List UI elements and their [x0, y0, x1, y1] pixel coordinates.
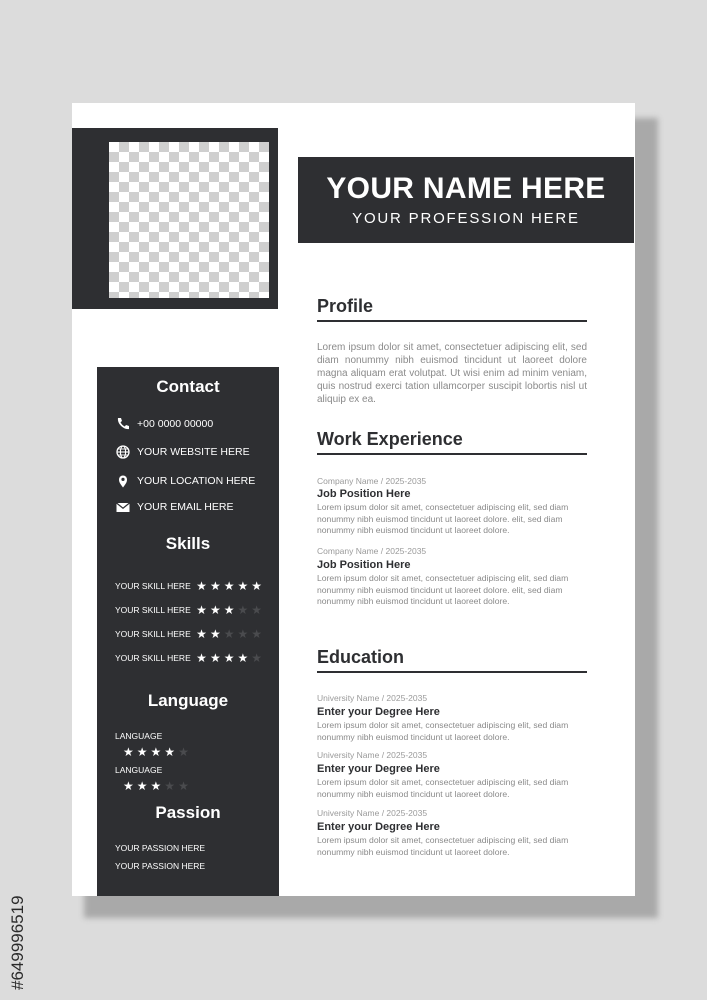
star-filled-icon: ★ [209, 651, 221, 665]
stock-id-label [8, 760, 32, 990]
degree-title: Enter your Degree Here [317, 763, 440, 775]
job-description: Lorem ipsum dolor sit amet, consectetuer adipiscing elit, sed diam nonummy nibh euismod tincidunt ut laoreet dolore. elit, sed diam nonummy nibh euismod tincidunt ut laoreet dolore. [317, 573, 569, 606]
star-filled-icon: ★ [223, 651, 235, 665]
education-heading: Education [317, 647, 405, 667]
globe-icon [115, 445, 131, 459]
work-divider [317, 453, 587, 455]
university-meta: University Name / 2025-2035 [317, 750, 428, 760]
company-meta: Company Name / 2025-2035 [317, 546, 427, 556]
photo-frame [72, 128, 278, 309]
star-filled-icon: ★ [123, 779, 134, 793]
star-empty-icon: ★ [178, 779, 189, 793]
language-rating [123, 777, 192, 795]
star-filled-icon: ★ [209, 627, 221, 641]
star-empty-icon: ★ [178, 745, 189, 759]
degree-title: Enter your Degree Here [317, 821, 440, 833]
star-filled-icon: ★ [223, 603, 235, 617]
language-label: LANGUAGE [115, 765, 163, 775]
contact-location [115, 474, 255, 488]
language-heading: Language [147, 691, 229, 710]
work-heading: Work Experience [317, 429, 463, 449]
skill-row [115, 652, 265, 664]
job-position: Job Position Here [317, 559, 411, 571]
passion-item: YOUR PASSION HERE [115, 843, 206, 853]
star-empty-icon: ★ [237, 603, 249, 617]
star-filled-icon: ★ [196, 651, 207, 665]
star-empty-icon: ★ [251, 603, 262, 617]
university-meta: University Name / 2025-2035 [317, 693, 428, 703]
skills-heading: Skills [165, 534, 211, 553]
contact-heading: Contact [156, 377, 220, 396]
star-filled-icon: ★ [196, 627, 207, 641]
photo-placeholder[interactable] [109, 142, 269, 298]
degree-description: Lorem ipsum dolor sit amet, consectetuer adipiscing elit, sed diam nonummy nibh euismod tincidunt ut laoreet dolore. [317, 835, 569, 857]
full-name: YOUR NAME HERE [326, 172, 606, 205]
email-text: YOUR EMAIL HERE [137, 501, 234, 513]
skill-row [115, 580, 265, 592]
phone-icon [115, 417, 131, 431]
star-filled-icon: ★ [237, 579, 249, 593]
star-filled-icon: ★ [150, 745, 162, 759]
star-filled-icon: ★ [209, 579, 221, 593]
contact-website [115, 445, 250, 459]
job-position: Job Position Here [317, 488, 411, 500]
star-filled-icon: ★ [237, 651, 249, 665]
star-empty-icon: ★ [251, 627, 262, 641]
website-text: YOUR WEBSITE HERE [137, 446, 250, 458]
education-divider [317, 671, 587, 673]
skill-label: YOUR SKILL HERE [115, 629, 191, 639]
skill-rating [196, 604, 265, 616]
star-empty-icon: ★ [251, 651, 262, 665]
resume-page [72, 103, 635, 896]
star-filled-icon: ★ [209, 603, 221, 617]
star-filled-icon: ★ [123, 745, 134, 759]
star-empty-icon: ★ [223, 627, 235, 641]
star-filled-icon: ★ [196, 603, 207, 617]
location-pin-icon [115, 474, 131, 488]
degree-description: Lorem ipsum dolor sit amet, consectetuer adipiscing elit, sed diam nonummy nibh euismod tincidunt ut laoreet dolore. [317, 777, 569, 799]
name-banner [298, 157, 634, 243]
passion-heading: Passion [155, 803, 221, 822]
language-rating [123, 743, 192, 761]
envelope-icon [115, 500, 131, 514]
contact-email [115, 500, 233, 514]
degree-title: Enter your Degree Here [317, 706, 440, 718]
star-filled-icon: ★ [223, 579, 235, 593]
skill-rating [196, 652, 265, 664]
profile-divider [317, 320, 587, 322]
star-filled-icon: ★ [251, 579, 262, 593]
skill-rating [196, 628, 265, 640]
university-meta: University Name / 2025-2035 [317, 808, 428, 818]
star-empty-icon: ★ [164, 779, 176, 793]
profile-text: Lorem ipsum dolor sit amet, consectetuer adipiscing elit, sed diam nonummy nibh euismod tincidunt ut laoreet dolore magna aliquam erat volutpat. Ut wisi enim ad minim veniam, quis nostrud exerci tation ullamcorper suscipit lobortis nisl ut aliquip ex ea. [317, 342, 587, 405]
contact-phone [115, 417, 213, 431]
degree-description: Lorem ipsum dolor sit amet, consectetuer adipiscing elit, sed diam nonummy nibh euismod tincidunt ut laoreet dolore. [317, 720, 569, 742]
location-text: YOUR LOCATION HERE [137, 475, 256, 487]
skill-rating [196, 580, 265, 592]
phone-text: +00 0000 00000 [137, 418, 214, 430]
job-description: Lorem ipsum dolor sit amet, consectetuer adipiscing elit, sed diam nonummy nibh euismod tincidunt ut laoreet dolore. elit, sed diam nonummy nibh euismod tincidunt ut laoreet dolore. [317, 502, 569, 535]
profession: YOUR PROFESSION HERE [352, 210, 580, 227]
skill-row [115, 628, 265, 640]
company-meta: Company Name / 2025-2035 [317, 476, 427, 486]
skill-label: YOUR SKILL HERE [115, 653, 191, 663]
star-empty-icon: ★ [237, 627, 249, 641]
language-label: LANGUAGE [115, 731, 163, 741]
star-filled-icon: ★ [196, 579, 207, 593]
star-filled-icon: ★ [164, 745, 176, 759]
skill-label: YOUR SKILL HERE [115, 581, 191, 591]
profile-heading: Profile [317, 296, 374, 316]
passion-item: YOUR PASSION HERE [115, 861, 206, 871]
skill-row [115, 604, 265, 616]
star-filled-icon: ★ [136, 779, 148, 793]
skill-label: YOUR SKILL HERE [115, 605, 191, 615]
star-filled-icon: ★ [150, 779, 162, 793]
stock-id-text: #649996519 [8, 895, 27, 990]
star-filled-icon: ★ [136, 745, 148, 759]
sidebar [97, 367, 279, 896]
